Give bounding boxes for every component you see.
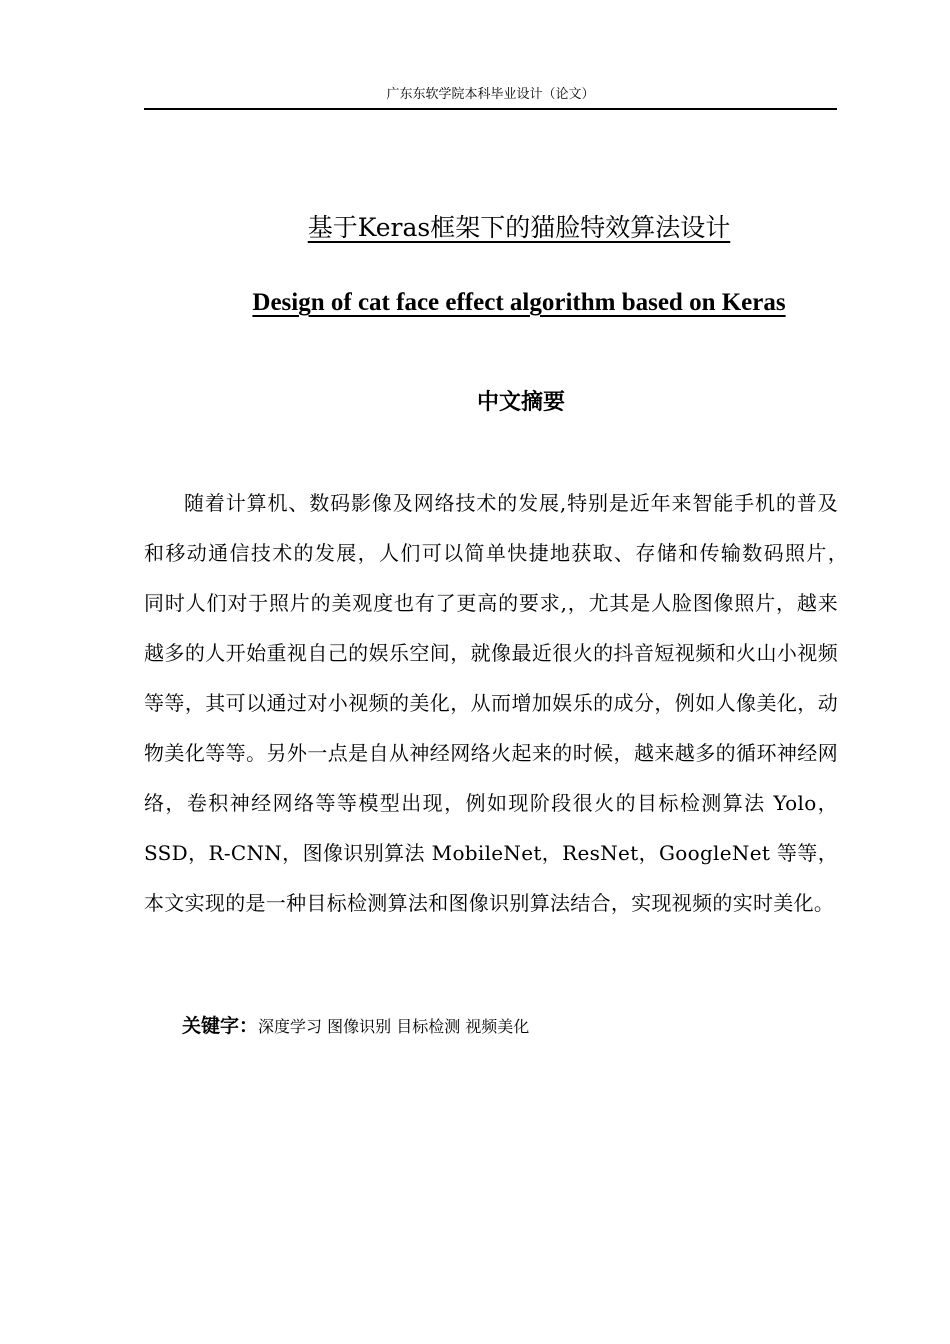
title-english: Design of cat face effect algorithm based on Keras	[252, 289, 786, 316]
abstract-body: 随着计算机、数码影像及网络技术的发展,特别是近年来智能手机的普及和移动通信技术的发展，人们可以简单快捷地获取、存储和传输数码照片， 同时人们对于照片的美观度也有了更高的要求,，尤其是人脸图像照片，越来越多的人开始重视自己的娱乐空间，就像最近很火的抖音短视频和火山小视频等等，其可以通过对小视频的美化，从而增加娱乐的成分，例如人像美化，动物美化等等。另外一点是自从神经网络火起来的时候，越来越多的循环神经网络，卷积神经网络等等模型出现，例如现阶段很火的目标检测算法 Yolo，SSD，R-CNN，图像识别算法 MobileNet，ResNet，GoogleNet 等等，本文实现的是一种目标检测算法和图像识别算法结合，实现视频的实时美化。	[144, 491, 859, 915]
keywords-line	[182, 1012, 842, 1041]
title-chinese: 基于Keras框架下的猫脸特效算法设计	[307, 213, 731, 242]
page-header: 广东东软学院本科毕业设计（论文）	[386, 87, 595, 102]
keywords-list: 深度学习 图像识别 目标检测 视频美化	[258, 1017, 530, 1036]
abstract-heading: 中文摘要	[476, 390, 565, 415]
keywords-label: 关键字：	[182, 1015, 259, 1037]
header-divider	[144, 108, 837, 110]
